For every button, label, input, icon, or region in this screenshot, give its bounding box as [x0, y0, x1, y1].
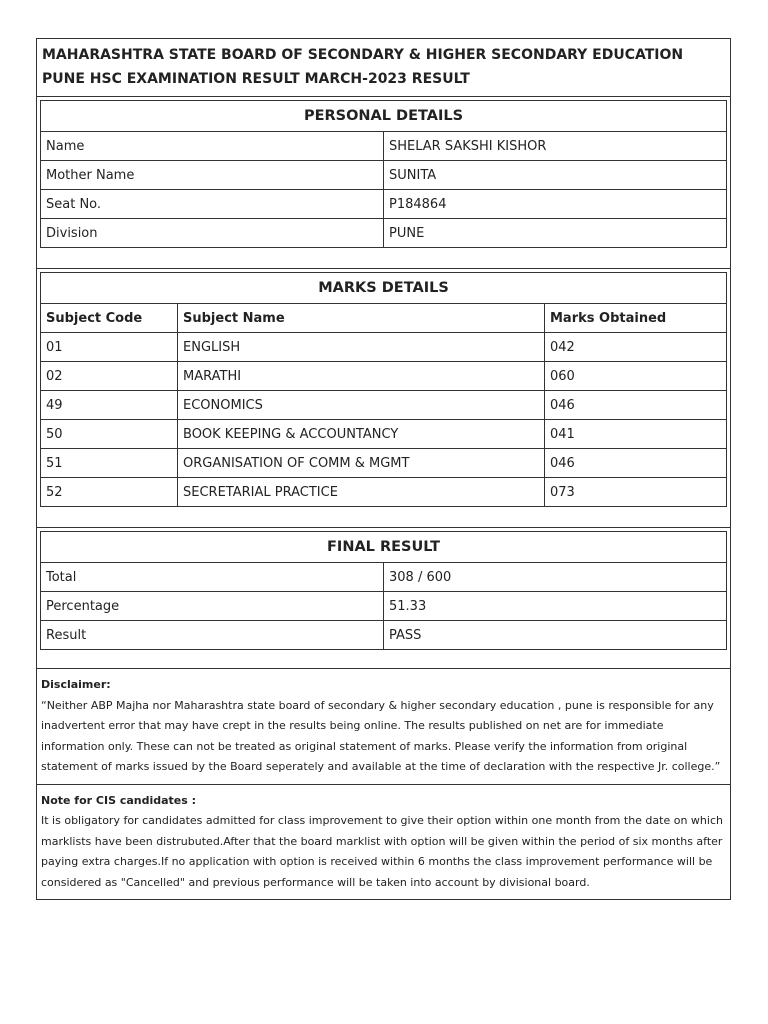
marks-obtained: 046 — [545, 449, 727, 478]
column-header-subject-code: Subject Code — [41, 304, 178, 333]
subject-name: BOOK KEEPING & ACCOUNTANCY — [178, 420, 545, 449]
personal-value: SHELAR SAKSHI KISHOR — [384, 132, 727, 161]
personal-row-mother-name — [41, 161, 727, 190]
final-result-heading: FINAL RESULT — [41, 532, 727, 563]
column-header-subject-name: Subject Name — [178, 304, 545, 333]
page-title: MAHARASHTRA STATE BOARD OF SECONDARY & HIGHER SECONDARY EDUCATION PUNE HSC EXAMINATION RESULT MARCH-2023 RESULT — [37, 39, 730, 97]
subject-code: 02 — [41, 362, 178, 391]
personal-value: P184864 — [384, 190, 727, 219]
personal-label: Division — [41, 219, 384, 248]
subject-name: ECONOMICS — [178, 391, 545, 420]
cis-note-block — [37, 784, 730, 900]
final-value: 51.33 — [384, 592, 727, 621]
personal-label: Seat No. — [41, 190, 384, 219]
subject-code: 52 — [41, 478, 178, 507]
table-row — [41, 449, 727, 478]
marks-details-heading: MARKS DETAILS — [41, 273, 727, 304]
table-row — [41, 478, 727, 507]
cis-note-text: It is obligatory for candidates admitted for class improvement to give their option within one month from the date on which marklists have been distrubuted.After that the board marklist with option will be given within the period of six months after paying extra charges.If no application with option is received within 6 months the class improvement performance will be considered as "Cancelled" and previous performance will be taken into account by divisional board. — [41, 814, 723, 889]
marks-header-row — [41, 304, 727, 333]
personal-row-division — [41, 219, 727, 248]
final-row-result — [41, 621, 727, 650]
marks-obtained: 060 — [545, 362, 727, 391]
subject-code: 01 — [41, 333, 178, 362]
final-result-table — [40, 531, 727, 650]
subject-name: ORGANISATION OF COMM & MGMT — [178, 449, 545, 478]
table-row — [41, 362, 727, 391]
subject-name: ENGLISH — [178, 333, 545, 362]
marks-obtained: 042 — [545, 333, 727, 362]
personal-row-seat-no — [41, 190, 727, 219]
disclaimer-block — [37, 669, 730, 784]
column-header-marks-obtained: Marks Obtained — [545, 304, 727, 333]
final-row-total — [41, 563, 727, 592]
subject-code: 51 — [41, 449, 178, 478]
personal-value: PUNE — [384, 219, 727, 248]
final-value: PASS — [384, 621, 727, 650]
marks-details-table — [40, 272, 727, 507]
table-row — [41, 333, 727, 362]
personal-details-heading: PERSONAL DETAILS — [41, 101, 727, 132]
table-row — [41, 391, 727, 420]
personal-label: Mother Name — [41, 161, 384, 190]
personal-label: Name — [41, 132, 384, 161]
final-row-percentage — [41, 592, 727, 621]
final-label: Total — [41, 563, 384, 592]
table-row — [41, 420, 727, 449]
disclaimer-text: “Neither ABP Majha nor Maharashtra state board of secondary & higher secondary education , pune is responsible for any inadvertent error that may have crept in the results being online. The results published on net are for immediate information only. These can not be treated as original statement of marks. Please verify the information from original statement of marks issued by the Board seperately and available at the time of declaration with the respective Jr. college.” — [41, 698, 721, 773]
final-value: 308 / 600 — [384, 563, 727, 592]
marks-obtained: 073 — [545, 478, 727, 507]
result-card — [36, 38, 731, 900]
personal-row-name — [41, 132, 727, 161]
marks-details-section — [37, 269, 730, 528]
subject-name: SECRETARIAL PRACTICE — [178, 478, 545, 507]
subject-code: 49 — [41, 391, 178, 420]
marks-obtained: 041 — [545, 420, 727, 449]
personal-details-table — [40, 100, 727, 248]
disclaimer-heading: Disclaimer: — [41, 678, 111, 691]
final-label: Result — [41, 621, 384, 650]
final-result-section — [37, 528, 730, 669]
subject-name: MARATHI — [178, 362, 545, 391]
marks-obtained: 046 — [545, 391, 727, 420]
cis-note-heading: Note for CIS candidates : — [41, 793, 197, 807]
personal-value: SUNITA — [384, 161, 727, 190]
final-label: Percentage — [41, 592, 384, 621]
subject-code: 50 — [41, 420, 178, 449]
personal-details-section — [37, 97, 730, 269]
